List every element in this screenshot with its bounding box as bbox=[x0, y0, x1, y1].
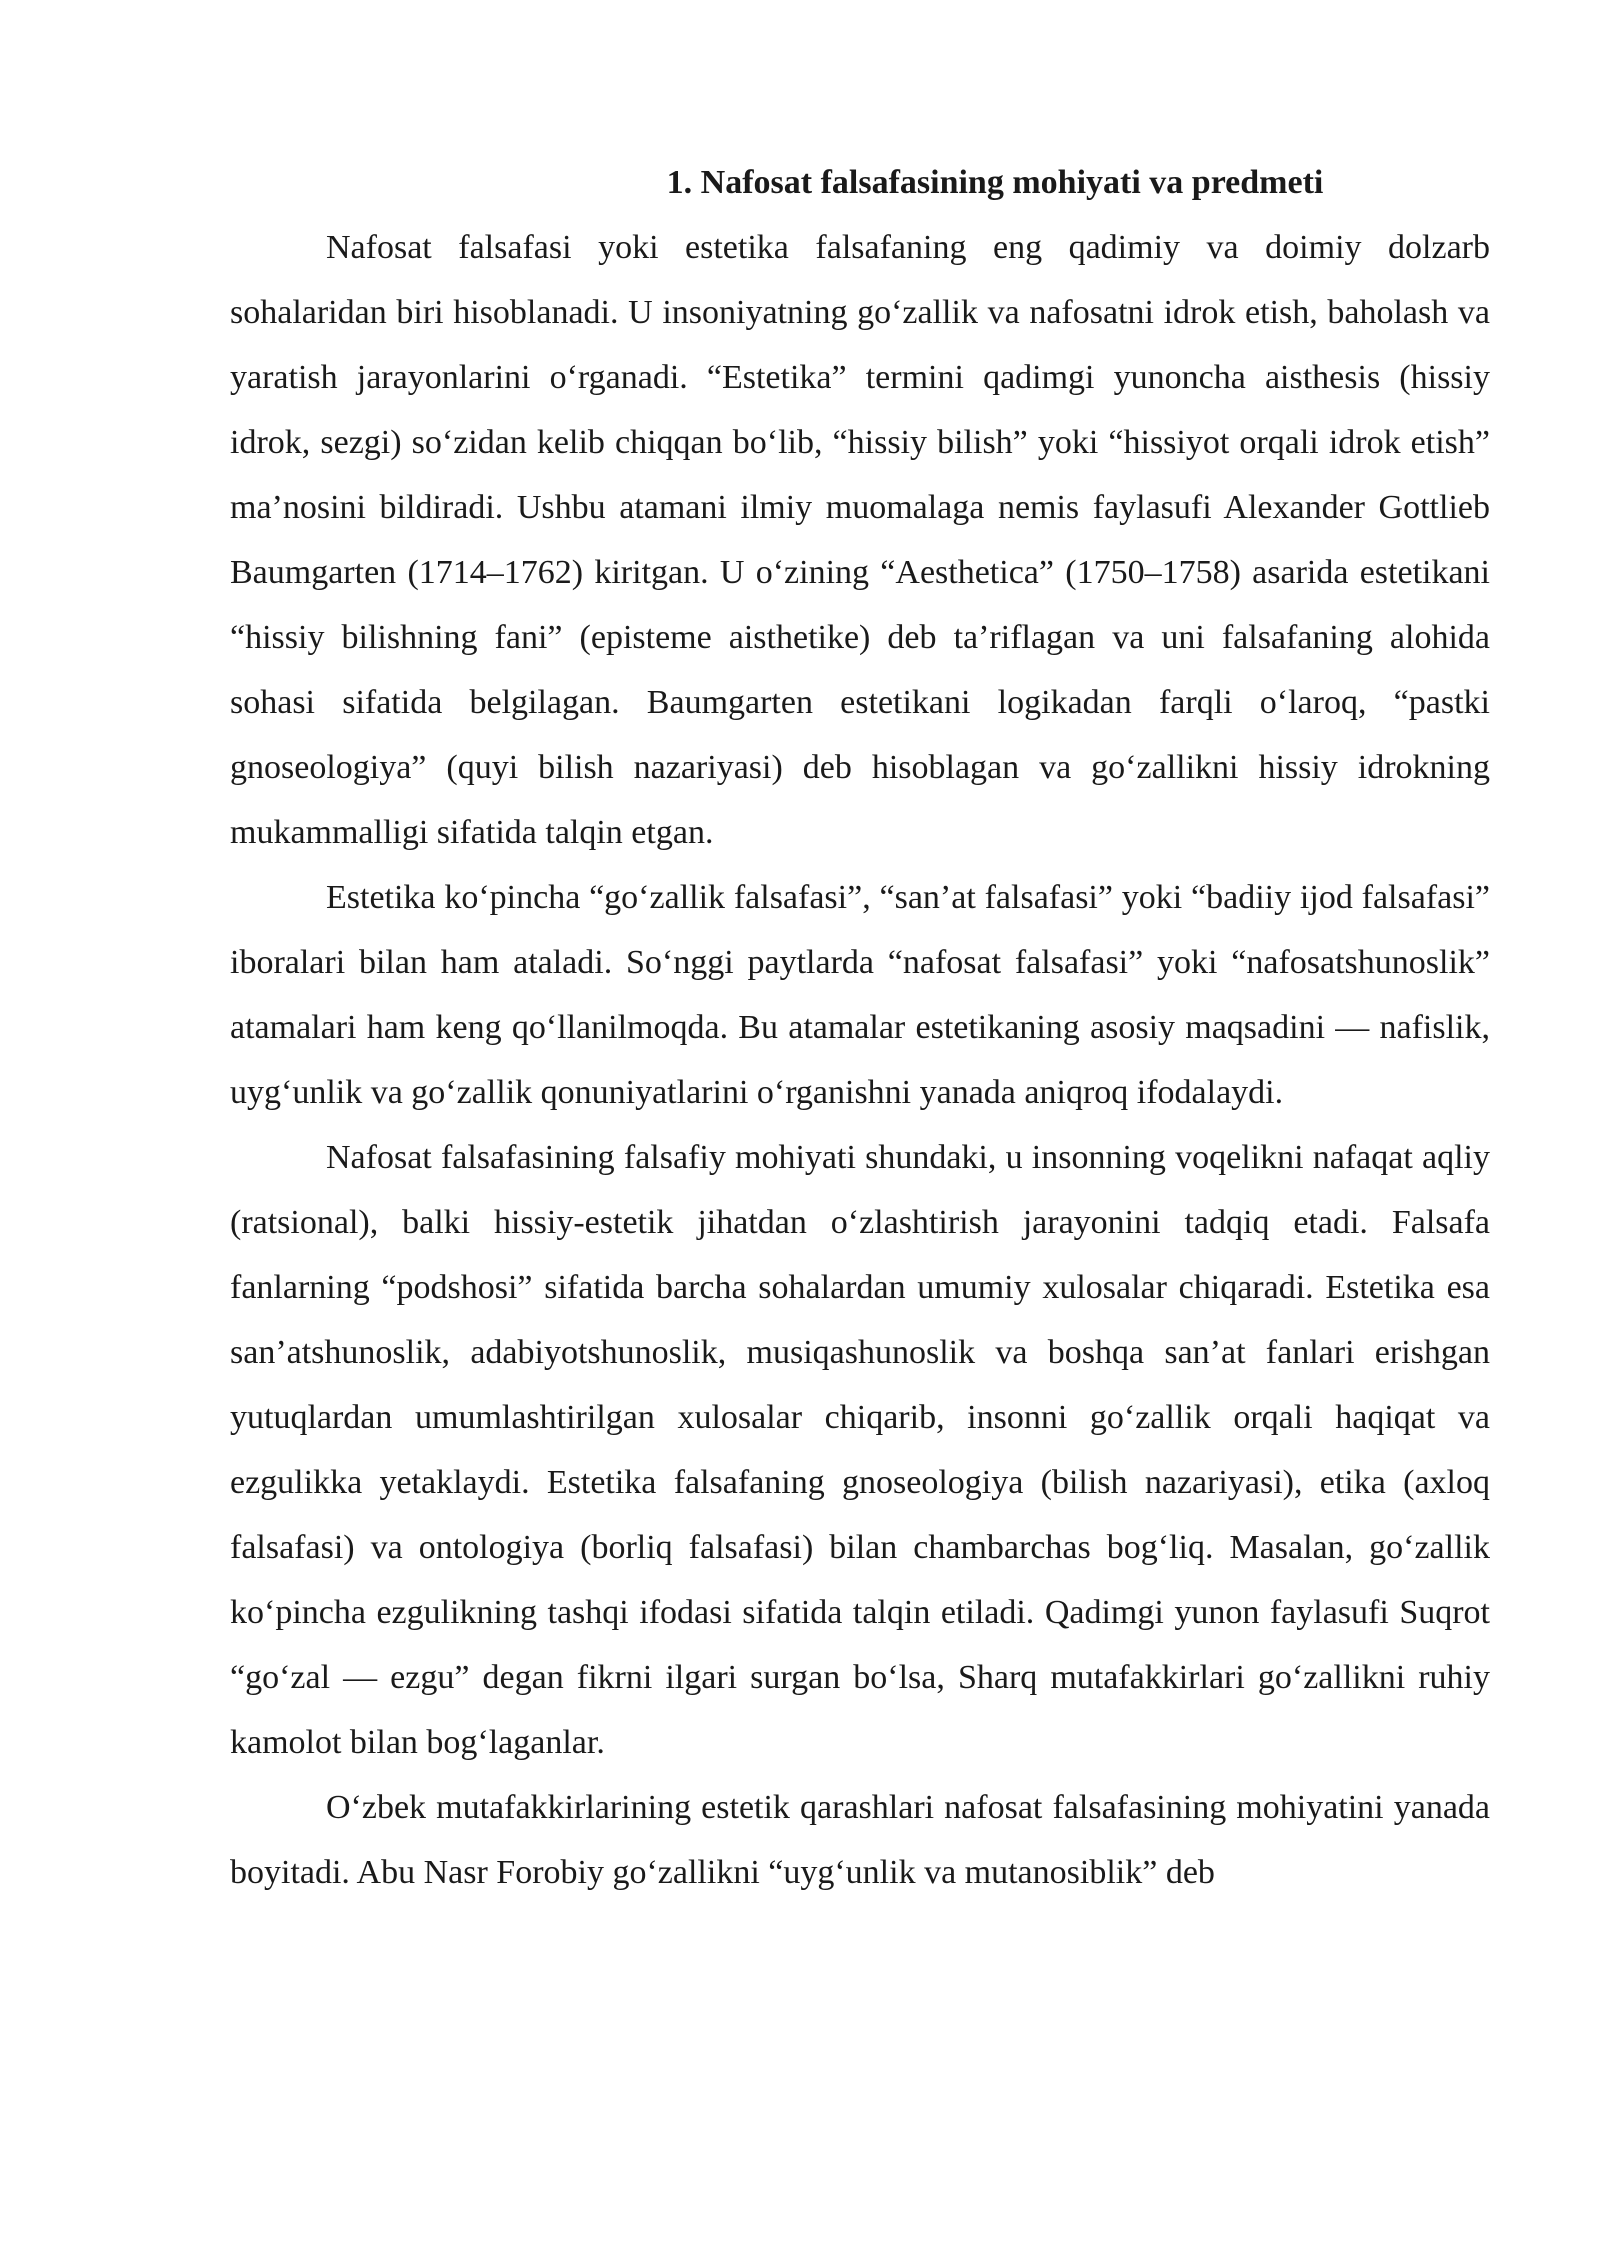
document-body bbox=[230, 150, 1490, 1905]
paragraph-4: O‘zbek mutafakkirlarining estetik qarashlari nafosat falsafasining mohiyatini yanada boyitadi. Abu Nasr Forobiy go‘zallikni “uyg‘unlik va mutanosiblik” deb bbox=[230, 1789, 1490, 1891]
paragraph-2: Estetika ko‘pincha “go‘zallik falsafasi”, “san’at falsafasi” yoki “badiiy ijod falsafasi” iboralari bilan ham ataladi. So‘nggi paytlarda “nafosat falsafasi” yoki “nafosatshunoslik” atamalari ham keng qo‘llanilmoqda. Bu atamalar estetikaning asosiy maqsadini — nafislik, uyg‘unlik va go‘zallik qonuniyatlarini o‘rganishni yanada aniqroq ifodalaydi. bbox=[230, 879, 1490, 1111]
section-title: 1. Nafosat falsafasining mohiyati va predmeti bbox=[666, 164, 1324, 201]
paragraph-3: Nafosat falsafasining falsafiy mohiyati shundaki, u insonning voqelikni nafaqat aqliy (ratsional), balki hissiy-estetik jihatdan o‘zlashtirish jarayonini tadqiq etadi. Falsafa fanlarning “podshosi” sifatida barcha sohalardan umumiy xulosalar chiqaradi. Estetika esa san’atshunoslik, adabiyotshunoslik, musiqashunoslik va boshqa san’at fanlari erishgan yutuqlardan umumlashtirilgan xulosalar chiqarib, insonni go‘zallik orqali haqiqat va ezgulikka yetaklaydi. Estetika falsafaning gnoseologiya (bilish nazariyasi), etika (axloq falsafasi) va ontologiya (borliq falsafasi) bilan chambarchas bog‘liq. Masalan, go‘zallik ko‘pincha ezgulikning tashqi ifodasi sifatida talqin etiladi. Qadimgi yunon faylasufi Suqrot “go‘zal — ezgu” degan fikrni ilgari surgan bo‘lsa, Sharq mutafakkirlari go‘zallikni ruhiy kamolot bilan bog‘laganlar. bbox=[230, 1139, 1490, 1761]
paragraph-1: Nafosat falsafasi yoki estetika falsafaning eng qadimiy va doimiy dolzarb sohalaridan biri hisoblanadi. U insoniyatning go‘zallik va nafosatni idrok etish, baholash va yaratish jarayonlarini o‘rganadi. “Estetika” termini qadimgi yunoncha aisthesis (hissiy idrok, sezgi) so‘zidan kelib chiqqan bo‘lib, “hissiy bilish” yoki “hissiyot orqali idrok etish” ma’nosini bildiradi. Ushbu atamani ilmiy muomalaga nemis faylasufi Alexander Gottlieb Baumgarten (1714–1762) kiritgan. U o‘zining “Aesthetica” (1750–1758) asarida estetikani “hissiy bilishning fani” (episteme aisthetike) deb ta’riflagan va uni falsafaning alohida sohasi sifatida belgilagan. Baumgarten estetikani logikadan farqli o‘laroq, “pastki gnoseologiya” (quyi bilish nazariyasi) deb hisoblagan va go‘zallikni hissiy idrokning mukammalligi sifatida talqin etgan. bbox=[230, 229, 1490, 851]
